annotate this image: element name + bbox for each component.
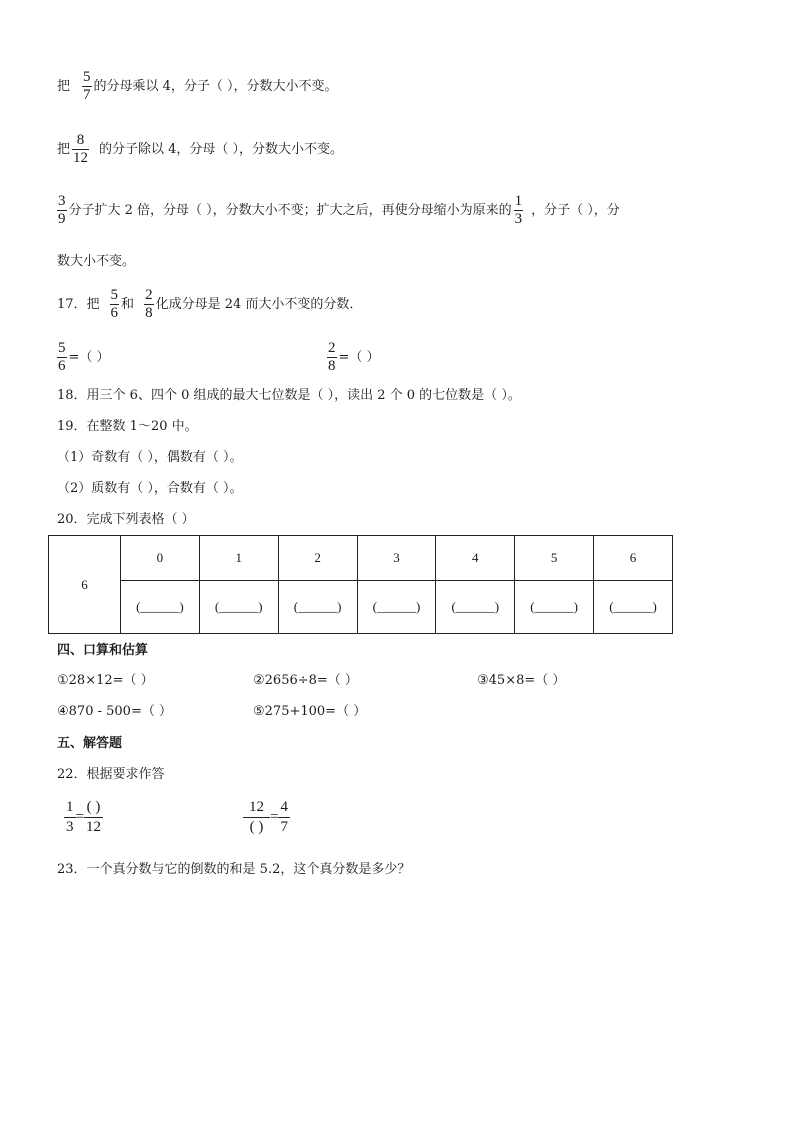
table-answer-blank[interactable]: (______)	[515, 581, 594, 634]
question-20-title: 20．完成下列表格（ ）	[57, 512, 195, 527]
table-answer-blank[interactable]: (______)	[121, 581, 200, 634]
table-header-cell: 4	[436, 536, 515, 581]
mental-math-item: ③45×8=（ ）	[477, 673, 566, 688]
question-15	[57, 133, 343, 166]
q17-answer-1	[57, 341, 110, 374]
fraction	[110, 288, 120, 321]
question-22-title: 22．根据要求作答	[57, 767, 165, 782]
question-17	[57, 288, 362, 321]
q17-label: 17．把	[57, 297, 100, 312]
fraction-denominator: 7	[280, 819, 288, 835]
table-header-cell: 0	[121, 536, 200, 581]
fraction-denominator: 3	[66, 819, 74, 835]
q17-answer-2	[327, 341, 380, 374]
table-header-cell: 5	[515, 536, 594, 581]
fraction-numerator: 5	[110, 287, 119, 303]
fraction-numerator: 5	[83, 69, 91, 85]
question-14	[57, 70, 338, 103]
fraction-numerator: 8	[72, 133, 89, 150]
table-row-label: 6	[49, 536, 121, 634]
answer-blank[interactable]: =（ ）	[338, 350, 380, 365]
table-answer-blank[interactable]: (______)	[594, 581, 673, 634]
fraction-numerator: 2	[328, 340, 336, 356]
fraction-numerator: 2	[145, 287, 153, 303]
mental-math-item: ④870 - 500=（ ）	[57, 704, 172, 719]
fraction	[57, 341, 67, 374]
table-answer-blank[interactable]: (______)	[357, 581, 436, 634]
q15-prefix: 把	[57, 142, 71, 157]
table-answer-blank[interactable]: (______)	[436, 581, 515, 634]
q14-text: 的分母乘以 4，分子（ ），分数大小不变。	[93, 79, 338, 94]
fraction	[327, 341, 337, 374]
fraction	[84, 800, 103, 835]
fraction-denominator: 12	[73, 150, 89, 166]
fraction-numerator: 1	[514, 193, 523, 209]
table-answer-blank[interactable]: (______)	[278, 581, 357, 634]
q14-prefix: 把	[57, 79, 71, 94]
question-19-part-2: （2）质数有（ ），合数有（ ）。	[57, 481, 243, 496]
answer-blank[interactable]: ( )	[249, 819, 264, 835]
q17-and: 和	[121, 297, 135, 312]
q17-text: 化成分母是 24 而大小不变的分数．	[155, 297, 363, 312]
fraction	[144, 288, 154, 321]
fill-table	[48, 535, 673, 634]
fraction-denominator: 8	[328, 358, 336, 374]
mental-math-item: ⑤275+100=（ ）	[253, 704, 367, 719]
question-16	[57, 194, 620, 227]
answer-blank[interactable]: =（ ）	[68, 350, 110, 365]
question-19-part-1: （1）奇数有（ ），偶数有（ ）。	[57, 450, 243, 465]
fraction-denominator: 12	[85, 819, 101, 835]
fraction	[57, 194, 67, 227]
table-header-cell: 2	[278, 536, 357, 581]
fraction-numerator: 5	[58, 340, 66, 356]
question-23: 23．一个真分数与它的倒数的和是 5.2，这个真分数是多少？	[57, 862, 411, 877]
section-4-title: 四、口算和估算	[57, 643, 149, 658]
q16-text-end: ，分子（ ），分	[531, 203, 620, 218]
fraction	[514, 194, 524, 227]
fraction-denominator: 6	[58, 358, 66, 374]
question-16-continued: 数大小不变。	[57, 254, 136, 269]
table-answer-blank[interactable]: (______)	[199, 581, 278, 634]
table-header-cell: 3	[357, 536, 436, 581]
fraction-numerator: 4	[278, 800, 290, 818]
fraction-denominator: 6	[110, 305, 119, 321]
question-18: 18．用三个 6、四个 0 组成的最大七位数是（ ），读出 2 个 0 的七位数是（ ）。	[57, 388, 521, 403]
answer-blank[interactable]: ( )	[84, 800, 103, 818]
fraction	[82, 70, 92, 103]
fraction	[243, 800, 270, 835]
q22-equation-2	[243, 800, 290, 835]
table-header-cell: 6	[594, 536, 673, 581]
fraction	[278, 800, 290, 835]
question-19-title: 19．在整数 1～20 中。	[57, 419, 198, 434]
fraction-denominator: 3	[514, 211, 523, 227]
fraction-numerator: 3	[58, 193, 66, 209]
equals-sign: =	[75, 809, 84, 825]
equals-sign: =	[270, 809, 279, 825]
fraction	[72, 133, 89, 166]
fraction	[64, 800, 76, 835]
fraction-denominator: 8	[145, 305, 153, 321]
fraction-numerator: 12	[243, 800, 270, 818]
fraction-denominator: 9	[58, 211, 66, 227]
q16-text: 分子扩大 2 倍，分母（ ），分数大小不变；扩大之后，再使分母缩小为原来的	[68, 203, 512, 218]
q15-text: 的分子除以 4，分母（ ），分数大小不变。	[99, 142, 344, 157]
table-header-cell: 1	[199, 536, 278, 581]
section-5-title: 五、解答题	[57, 736, 123, 751]
q22-equation-1	[64, 800, 103, 835]
mental-math-item: ②2656÷8=（ ）	[253, 673, 358, 688]
mental-math-item: ①28×12=（ ）	[57, 673, 154, 688]
fraction-denominator: 7	[83, 87, 91, 103]
fraction-numerator: 1	[64, 800, 76, 818]
